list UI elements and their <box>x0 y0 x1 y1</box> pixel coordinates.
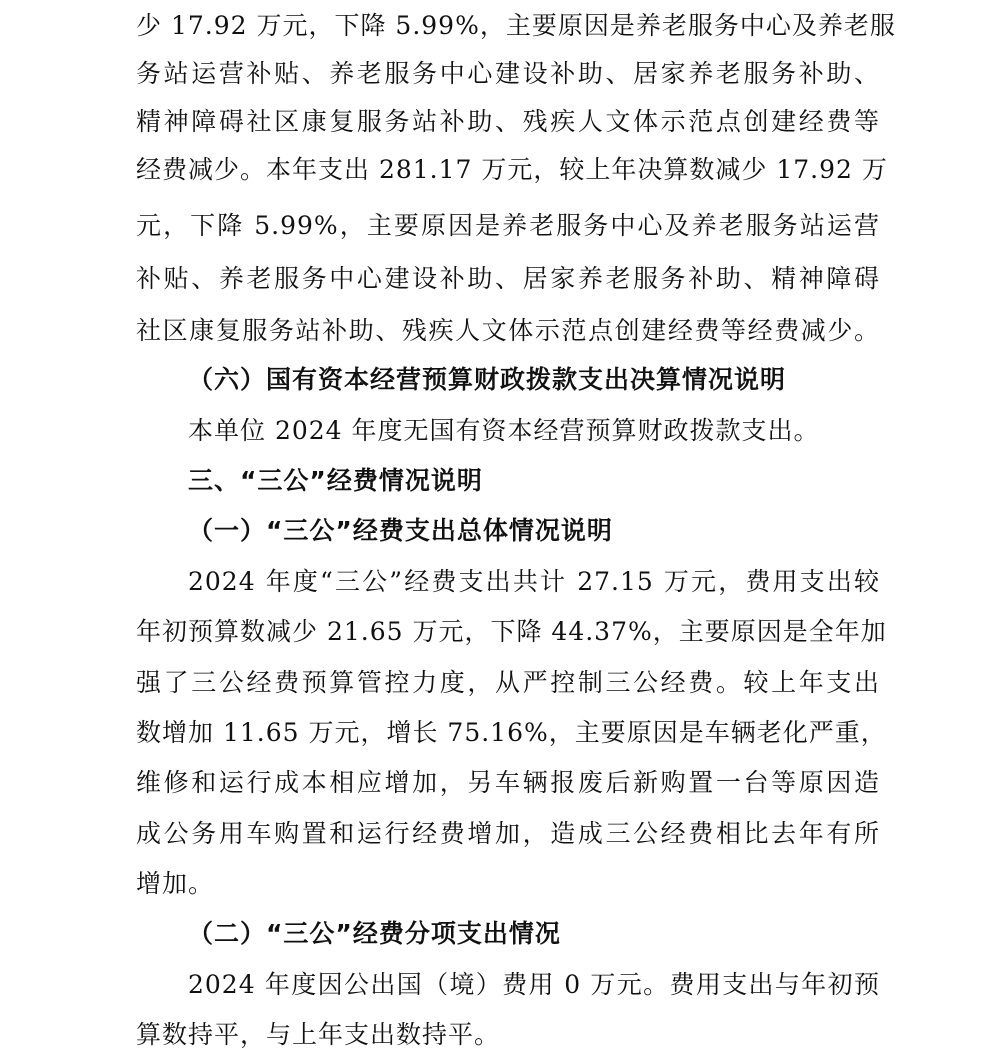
paragraph-line: 本单位 2024 年度无国有资本经营预算财政拨款支出。 <box>188 416 820 445</box>
paragraph-line: 2024 年度“三公”经费支出共计 27.15 万元，费用支出较 <box>188 567 880 596</box>
paragraph-line: 强了三公经费预算管控力度，从严控制三公经费。较上年支出 <box>136 668 880 697</box>
paragraph-line: 增加。 <box>136 869 215 898</box>
paragraph-line: 成公务用车购置和运行经费增加，造成三公经费相比去年有所 <box>136 819 880 848</box>
paragraph-line: 社区康复服务站补助、残疾人文体示范点创建经费等经费减少。 <box>136 316 880 345</box>
paragraph-line: 算数持平，与上年支出数持平。 <box>136 1020 501 1049</box>
section-heading: （一）“三公”经费支出总体情况说明 <box>188 516 613 545</box>
paragraph-line: 少 17.92 万元，下降 5.99%，主要原因是养老服务中心及养老服 <box>136 11 896 40</box>
section-heading: 三、“三公”经费情况说明 <box>188 466 483 495</box>
paragraph-line: 年初预算数减少 21.65 万元，下降 44.37%，主要原因是全年加 <box>136 617 887 646</box>
paragraph-line: 精神障碍社区康复服务站补助、残疾人文体示范点创建经费等 <box>136 107 880 136</box>
section-heading: （二）“三公”经费分项支出情况 <box>188 919 561 948</box>
paragraph-line: 维修和运行成本相应增加，另车辆报废后新购置一台等原因造 <box>136 768 880 797</box>
section-heading: （六）国有资本经营预算财政拨款支出决算情况说明 <box>188 365 787 394</box>
paragraph-line: 2024 年度因公出国（境）费用 0 万元。费用支出与年初预 <box>188 970 880 999</box>
paragraph-line: 元，下降 5.99%，主要原因是养老服务中心及养老服务站运营 <box>136 211 880 240</box>
paragraph-line: 补贴、养老服务中心建设补助、居家养老服务补助、精神障碍 <box>136 264 880 293</box>
paragraph-line: 务站运营补贴、养老服务中心建设补助、居家养老服务补助、 <box>136 59 880 88</box>
paragraph-line: 数增加 11.65 万元，增长 75.16%，主要原因是车辆老化严重， <box>136 718 887 747</box>
paragraph-line: 经费减少。本年支出 281.17 万元，较上年决算数减少 17.92 万 <box>136 155 888 184</box>
